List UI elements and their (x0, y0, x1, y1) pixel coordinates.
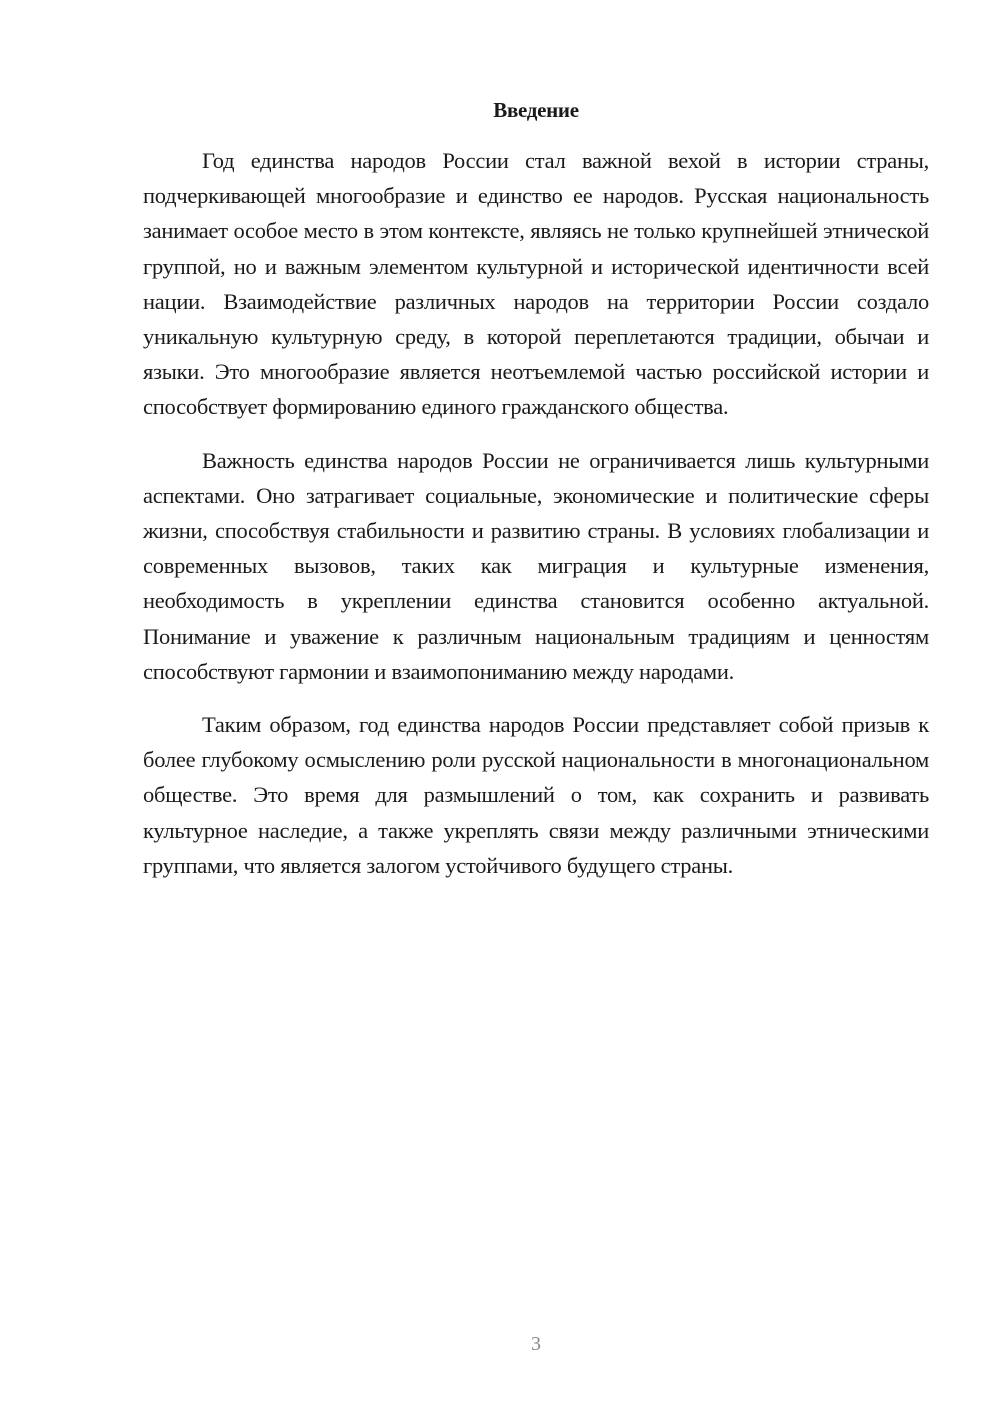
paragraph-3: Таким образом, год единства народов России представляет собой призыв к более глубокому осмыслению роли русской национальности в многонациональном обществе. Это время для размышлений о том, как сохранить и развивать культурное наследие, а также укреплять связи между различными этническими группами, что является залогом устойчивого будущего страны. (143, 712, 929, 878)
page-number: 3 (531, 1333, 541, 1355)
section-title: Введение (493, 98, 579, 122)
paragraph-2: Важность единства народов России не ограничивается лишь культурными аспектами. Оно затрагивает социальные, экономические и политические сферы жизни, способствуя стабильности и развитию страны. В условиях глобализации и современных вызовов, таких как миграция и культурные изменения, необходимость в укреплении единства становится особенно актуальной. Понимание и уважение к различным национальным традициям и ценностям способствуют гармонии и взаимопониманию между народами. (143, 447, 929, 684)
document-page (143, 94, 929, 901)
paragraph-1: Год единства народов России стал важной вехой в истории страны, подчеркивающей многообразие и единство ее народов. Русская национальность занимает особое место в этом контексте, являясь не только крупнейшей этнической группой, но и важным элементом культурной и исторической идентичности всей нации. Взаимодействие различных народов на территории России создало уникальную культурную среду, в которой переплетаются традиции, обычаи и языки. Это многообразие является неотъемлемой частью российской истории и способствует формированию единого гражданского общества. (143, 148, 929, 420)
